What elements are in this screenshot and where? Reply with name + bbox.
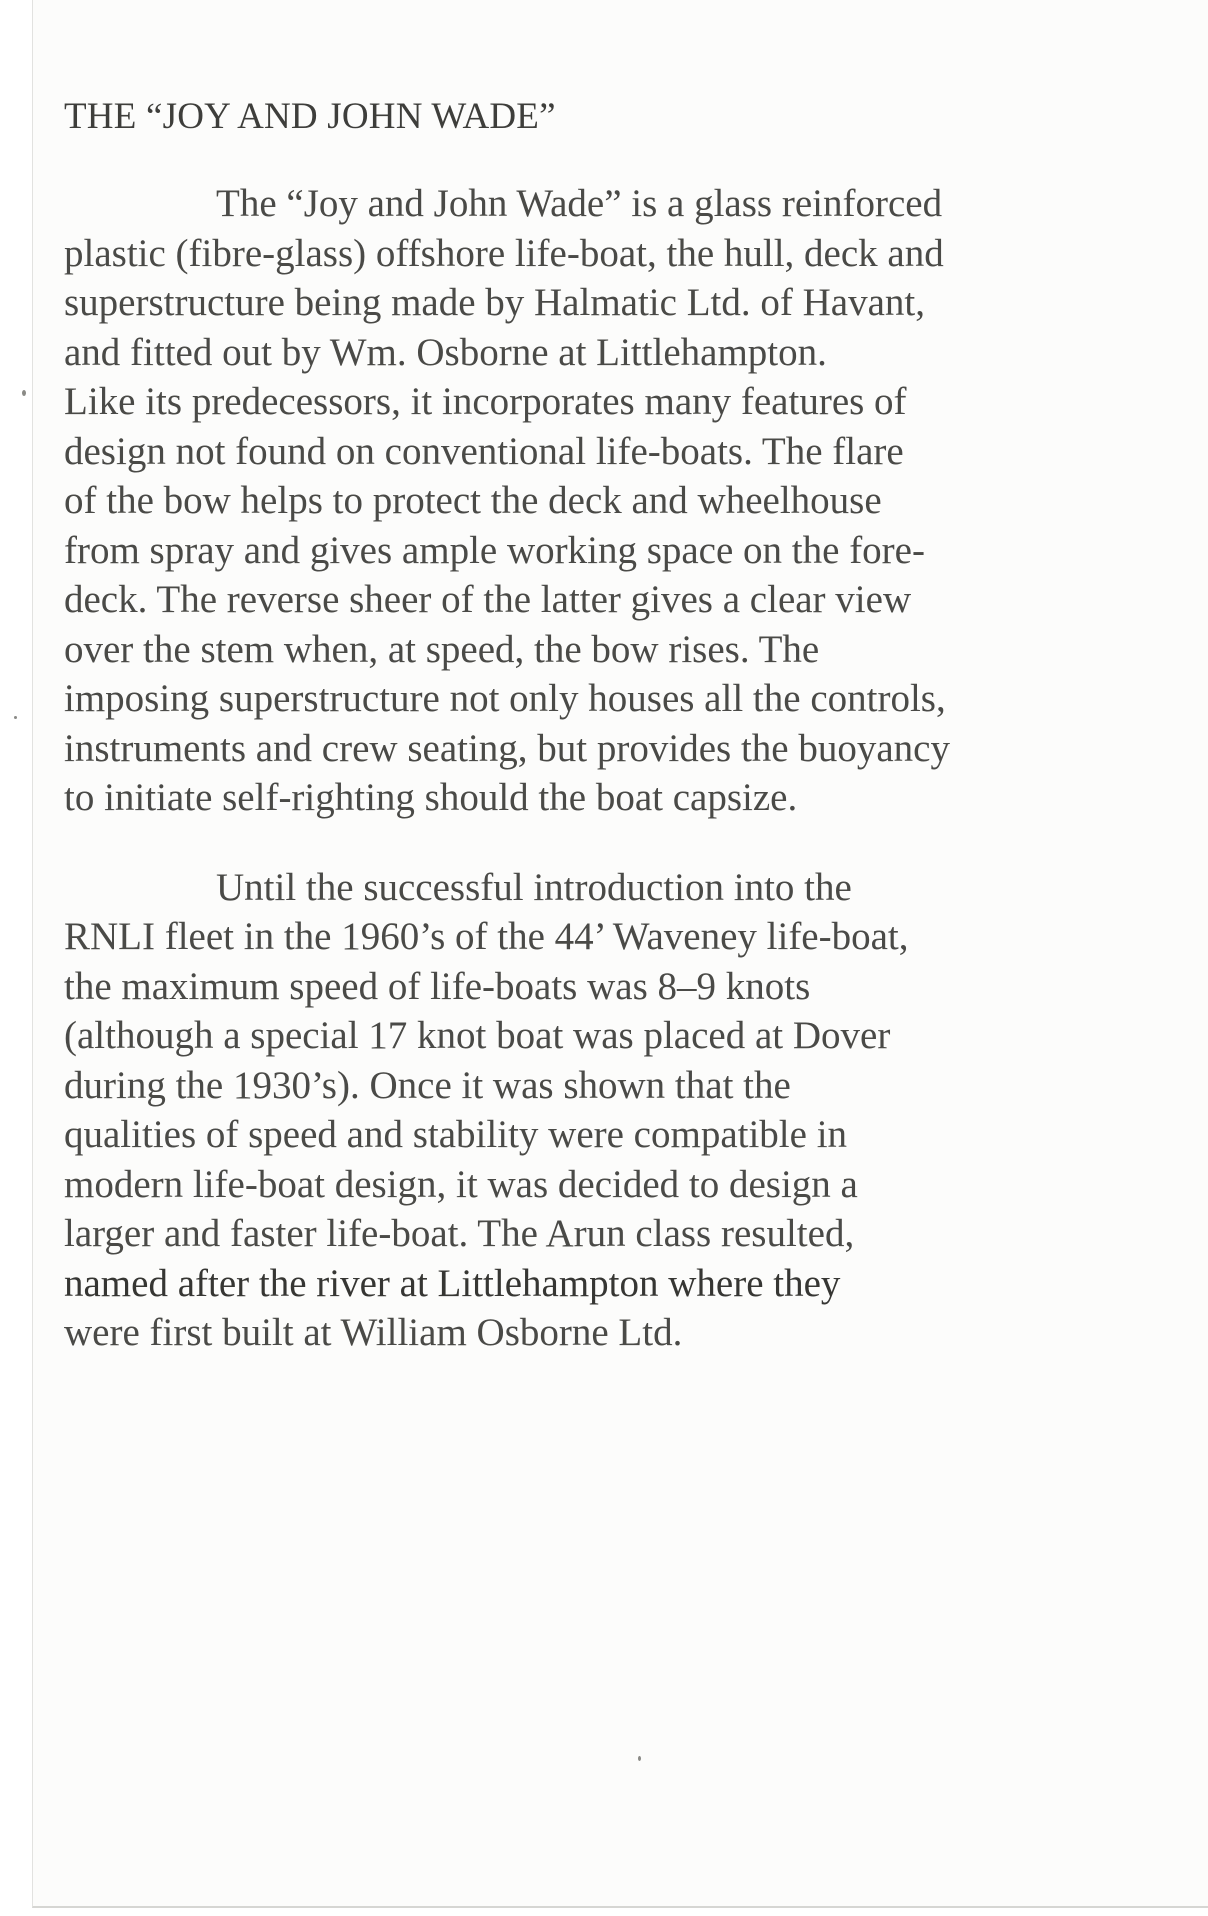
paragraph-line: and fitted out by Wm. Osborne at Littlehampton. (64, 330, 827, 374)
document-text (64, 92, 1208, 1398)
paragraph-line: of the bow helps to protect the deck and wheelhouse (64, 479, 882, 522)
paragraph-line: were first built at William Osborne Ltd. (64, 1311, 683, 1354)
document-title: THE “JOY AND JOHN WADE” (64, 96, 556, 137)
paragraph-line: The “Joy and John Wade” is a glass reinforced (216, 182, 943, 225)
paper-speck (638, 1756, 641, 1761)
paragraph-line: larger and faster life-boat. The Arun class resulted, (64, 1212, 855, 1255)
paragraph-line: Like its predecessors, it incorporates many features of (64, 380, 907, 423)
paragraph-line: instruments and crew seating, but provides the buoyancy (64, 726, 950, 770)
paragraph-line: over the stem when, at speed, the bow rises. The (64, 627, 820, 671)
paragraph-line: the maximum speed of life-boats was 8–9 knots (64, 964, 811, 1008)
paragraph-line: plastic (fibre-glass) offshore life-boat, the hull, deck and (64, 231, 944, 275)
paragraph-line: deck. The reverse sheer of the latter gives a clear view (64, 578, 912, 621)
paragraph-line: RNLI fleet in the 1960’s of the 44’ Waveney life-boat, (64, 915, 909, 958)
paper-speck (22, 390, 26, 396)
paper-speck (14, 716, 17, 719)
paragraph-line: Until the successful introduction into the (216, 865, 852, 909)
paragraph-line: qualities of speed and stability were compatible in (64, 1113, 848, 1156)
paragraph-line: modern life-boat design, it was decided to design a (64, 1162, 858, 1206)
paragraph-line: named after the river at Littlehampton where they (64, 1261, 841, 1305)
paragraph-line: design not found on conventional life-boats. The flare (64, 429, 904, 473)
paragraph-line: from spray and gives ample working space on the fore- (64, 528, 925, 572)
paragraph-line: superstructure being made by Halmatic Ltd. of Havant, (64, 281, 925, 324)
paragraph-1 (64, 179, 1208, 823)
paragraph-2 (64, 863, 1208, 1358)
paragraph-line: imposing superstructure not only houses all the controls, (64, 677, 946, 720)
paragraph-line: during the 1930’s). Once it was shown that the (64, 1063, 791, 1107)
paragraph-line: (although a special 17 knot boat was placed at Dover (64, 1014, 891, 1057)
paragraph-line: to initiate self-righting should the boat capsize. (64, 776, 798, 819)
